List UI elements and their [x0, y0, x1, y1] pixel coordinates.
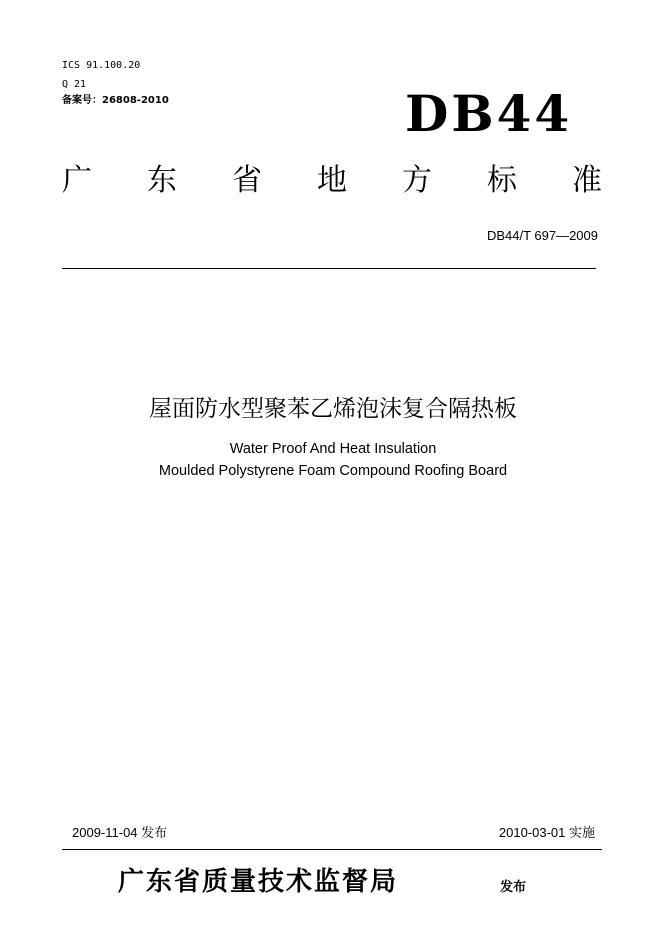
standard-number: DB44/T 697—2009 — [486, 228, 598, 243]
publish-label: 发布 — [500, 880, 527, 895]
issue-date: 2009-11-04 发布 — [72, 825, 168, 840]
standard-type-char: 标 — [487, 163, 517, 198]
standard-type-char: 准 — [572, 163, 602, 198]
standard-type-char: 方 — [402, 163, 432, 198]
standard-type-char: 东 — [147, 163, 177, 198]
top-divider — [62, 268, 596, 269]
bottom-divider — [62, 849, 602, 850]
classification-code: Q 21 — [62, 79, 87, 90]
implementation-date: 2010-03-01 实施 — [498, 825, 595, 840]
ics-code: ICS 91.100.20 — [62, 60, 141, 71]
standard-type-char: 省 — [232, 163, 262, 198]
title-english-line-1: Water Proof And Heat Insulation — [229, 441, 437, 457]
publisher-name: 广东省质量技术监督局 — [118, 867, 399, 897]
standard-type-char: 地 — [317, 163, 347, 198]
db44-logo: DB44 — [405, 84, 573, 143]
standard-type-heading — [62, 163, 602, 199]
standard-type-char: 广 — [62, 163, 92, 198]
record-number: 备案号：26808-2010 — [62, 95, 169, 106]
title-chinese: 屋面防水型聚苯乙烯泡沫复合隔热板 — [149, 396, 517, 422]
title-english-line-2: Moulded Polystyrene Foam Compound Roofing Board — [158, 463, 508, 479]
